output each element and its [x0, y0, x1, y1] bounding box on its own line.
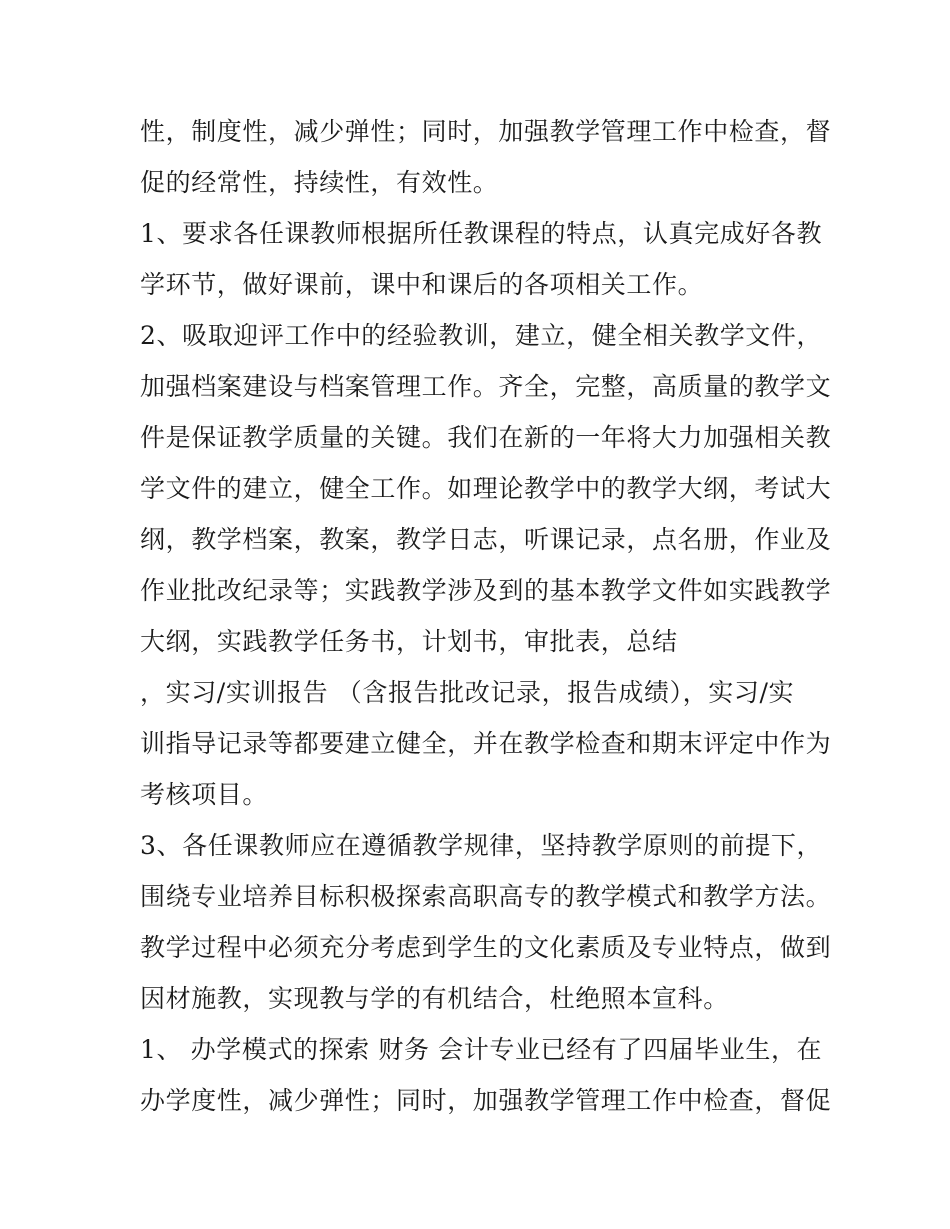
text-line: 办学度性，减少弹性；同时，加强教学管理工作中检查，督促 [140, 1086, 832, 1115]
text-line: 围绕专业培养目标积极探索高职高专的教学模式和教学方法。 [140, 882, 832, 911]
text-line: 件是保证教学质量的关键。我们在新的一年将大力加强相关教 [140, 423, 832, 452]
text-line: 学文件的建立，健全工作。如理论教学中的教学大纲，考试大 [140, 474, 832, 503]
text-line: 加强档案建设与档案管理工作。齐全，完整，高质量的教学文 [140, 372, 832, 401]
text-line: 性，制度性，减少弹性；同时，加强教学管理工作中检查，督 [140, 117, 832, 146]
text-line: 促的经常性，持续性，有效性。 [140, 168, 499, 197]
text-line: 学环节，做好课前，课中和课后的各项相关工作。 [140, 270, 704, 299]
text-line: 因材施教，实现教与学的有机结合，杜绝照本宣科。 [140, 984, 729, 1013]
text-line: 作业批改纪录等；实践教学涉及到的基本教学文件如实践教学 [140, 576, 832, 605]
text-line: 大纲，实践教学任务书，计划书，审批表，总结 [140, 627, 678, 656]
document-body [140, 106, 832, 1126]
text-line: 训指导记录等都要建立健全，并在教学检查和期末评定中作为 [140, 729, 832, 758]
text-line: 1、 办学模式的探索 财务 会计专业已经有了四届毕业生，在 [140, 1035, 823, 1064]
text-line: ，实习/实训报告 （含报告批改记录，报告成绩），实习/实 [140, 678, 795, 707]
text-line: 教学过程中必须充分考虑到学生的文化素质及专业特点，做到 [140, 933, 832, 962]
text-line: 2、吸取迎评工作中的经验教训，建立，健全相关教学文件， [140, 321, 823, 350]
text-line: 纲，教学档案，教案，教学日志，听课记录，点名册，作业及 [140, 525, 832, 554]
text-line: 3、各任课教师应在遵循教学规律，坚持教学原则的前提下， [140, 831, 823, 860]
text-line: 1、要求各任课教师根据所任教课程的特点，认真完成好各教 [140, 219, 823, 248]
text-line: 考核项目。 [140, 780, 269, 809]
